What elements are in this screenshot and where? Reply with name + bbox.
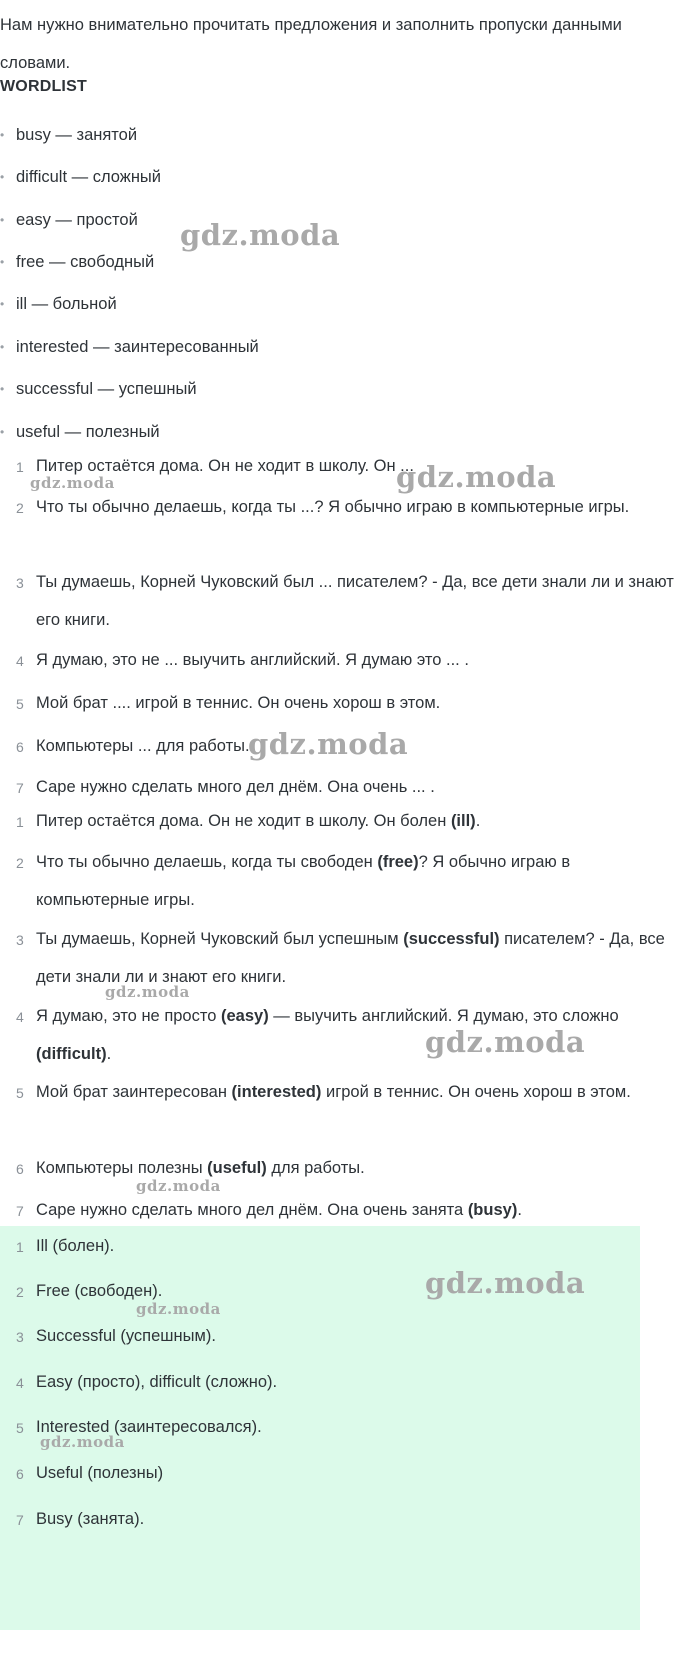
answer-number: 2 — [16, 1284, 24, 1300]
filled-number: 6 — [16, 1161, 24, 1177]
watermark-logo: gdz.moda — [180, 218, 341, 252]
watermark-logo: gdz.moda — [40, 1433, 125, 1451]
task-number: 4 — [16, 653, 24, 669]
filled-number: 2 — [16, 855, 24, 871]
filled-text: Компьютеры полезны (useful) для работы. — [36, 1159, 365, 1177]
filled-number: 1 — [16, 814, 24, 830]
answers-block — [0, 1226, 640, 1630]
task-number: 7 — [16, 780, 24, 796]
task-number: 3 — [16, 575, 24, 591]
task-text: Я думаю, это не ... выучить английский. Я думаю это ... . — [36, 651, 469, 669]
answer-number: 7 — [16, 1512, 24, 1528]
watermark-logo: gdz.moda — [396, 460, 557, 494]
filled-number: 3 — [16, 932, 24, 948]
task-text: Что ты обычно делаешь, когда ты ...? Я обычно играю в компьютерные игры. — [36, 498, 630, 516]
wordlist-item: • difficult — сложный — [16, 166, 161, 188]
answer-number: 6 — [16, 1466, 24, 1482]
filled-text: Я думаю, это не просто (easy) — выучить английский. Я думаю, это сложно (difficult). — [36, 1007, 619, 1063]
answer-number: 4 — [16, 1375, 24, 1391]
task-text: Питер остаётся дома. Он не ходит в школу. Он ... — [36, 457, 414, 475]
filled-text: Что ты обычно делаешь, когда ты свободен (free)? Я обычно играю в компьютерные игры. — [36, 853, 571, 909]
wordlist-item: • ill — больной — [16, 293, 117, 315]
answer-number: 3 — [16, 1329, 24, 1345]
task-text: Мой брат .... игрой в теннис. Он очень хорош в этом. — [36, 694, 441, 712]
watermark-logo: gdz.moda — [425, 1025, 586, 1059]
watermark-logo: gdz.moda — [248, 727, 409, 761]
task-text: Ты думаешь, Корней Чуковский был ... писателем? - Да, все дети знали ли и знают его книги. — [36, 573, 674, 629]
task-number: 2 — [16, 500, 24, 516]
task-number: 6 — [16, 739, 24, 755]
answer-number: 1 — [16, 1239, 24, 1255]
task-text: Компьютеры ... для работы. — [36, 737, 250, 755]
answer-text: Free (свободен). — [36, 1282, 163, 1300]
answer-text: Busy (занята). — [36, 1510, 145, 1528]
answer-text: Easy (просто), difficult (сложно). — [36, 1373, 278, 1391]
filled-text: Саре нужно сделать много дел днём. Она очень занята (busy). — [36, 1201, 522, 1219]
intro-text: Нам нужно внимательно прочитать предложения и заполнить пропуски данными словами. — [0, 16, 622, 72]
task-text: Саре нужно сделать много дел днём. Она очень ... . — [36, 778, 435, 796]
wordlist-item: • interested — заинтересованный — [16, 336, 259, 358]
task-number: 1 — [16, 459, 24, 475]
filled-text: Ты думаешь, Корней Чуковский был успешным (successful) писателем? - Да, все дети знали ли и знают его книги. — [36, 930, 665, 986]
filled-number: 7 — [16, 1203, 24, 1219]
wordlist-item: • successful — успешный — [16, 378, 197, 400]
watermark-logo: gdz.moda — [105, 983, 190, 1001]
watermark-logo: gdz.moda — [136, 1300, 221, 1318]
filled-text: Мой брат заинтересован (interested) игрой в теннис. Он очень хорош в этом. — [36, 1083, 631, 1101]
wordlist-heading: WORDLIST — [0, 78, 87, 95]
answer-text: Successful (успешным). — [36, 1327, 216, 1345]
task-number: 5 — [16, 696, 24, 712]
answer-text: Ill (болен). — [36, 1237, 115, 1255]
watermark-logo: gdz.moda — [425, 1266, 586, 1300]
wordlist-item: • easy — простой — [16, 209, 138, 231]
filled-number: 5 — [16, 1085, 24, 1101]
watermark-logo: gdz.moda — [136, 1177, 221, 1195]
watermark-logo: gdz.moda — [30, 474, 115, 492]
answer-number: 5 — [16, 1420, 24, 1436]
filled-number: 4 — [16, 1009, 24, 1025]
answer-text: Interested (заинтересовался). — [36, 1418, 262, 1436]
wordlist-item: • useful — полезный — [16, 421, 160, 443]
answer-text: Useful (полезны) — [36, 1464, 164, 1482]
wordlist-item: • free — свободный — [16, 251, 154, 273]
filled-text: Питер остаётся дома. Он не ходит в школу. Он болен (ill). — [36, 812, 481, 830]
wordlist-item: • busy — занятой — [16, 124, 137, 146]
